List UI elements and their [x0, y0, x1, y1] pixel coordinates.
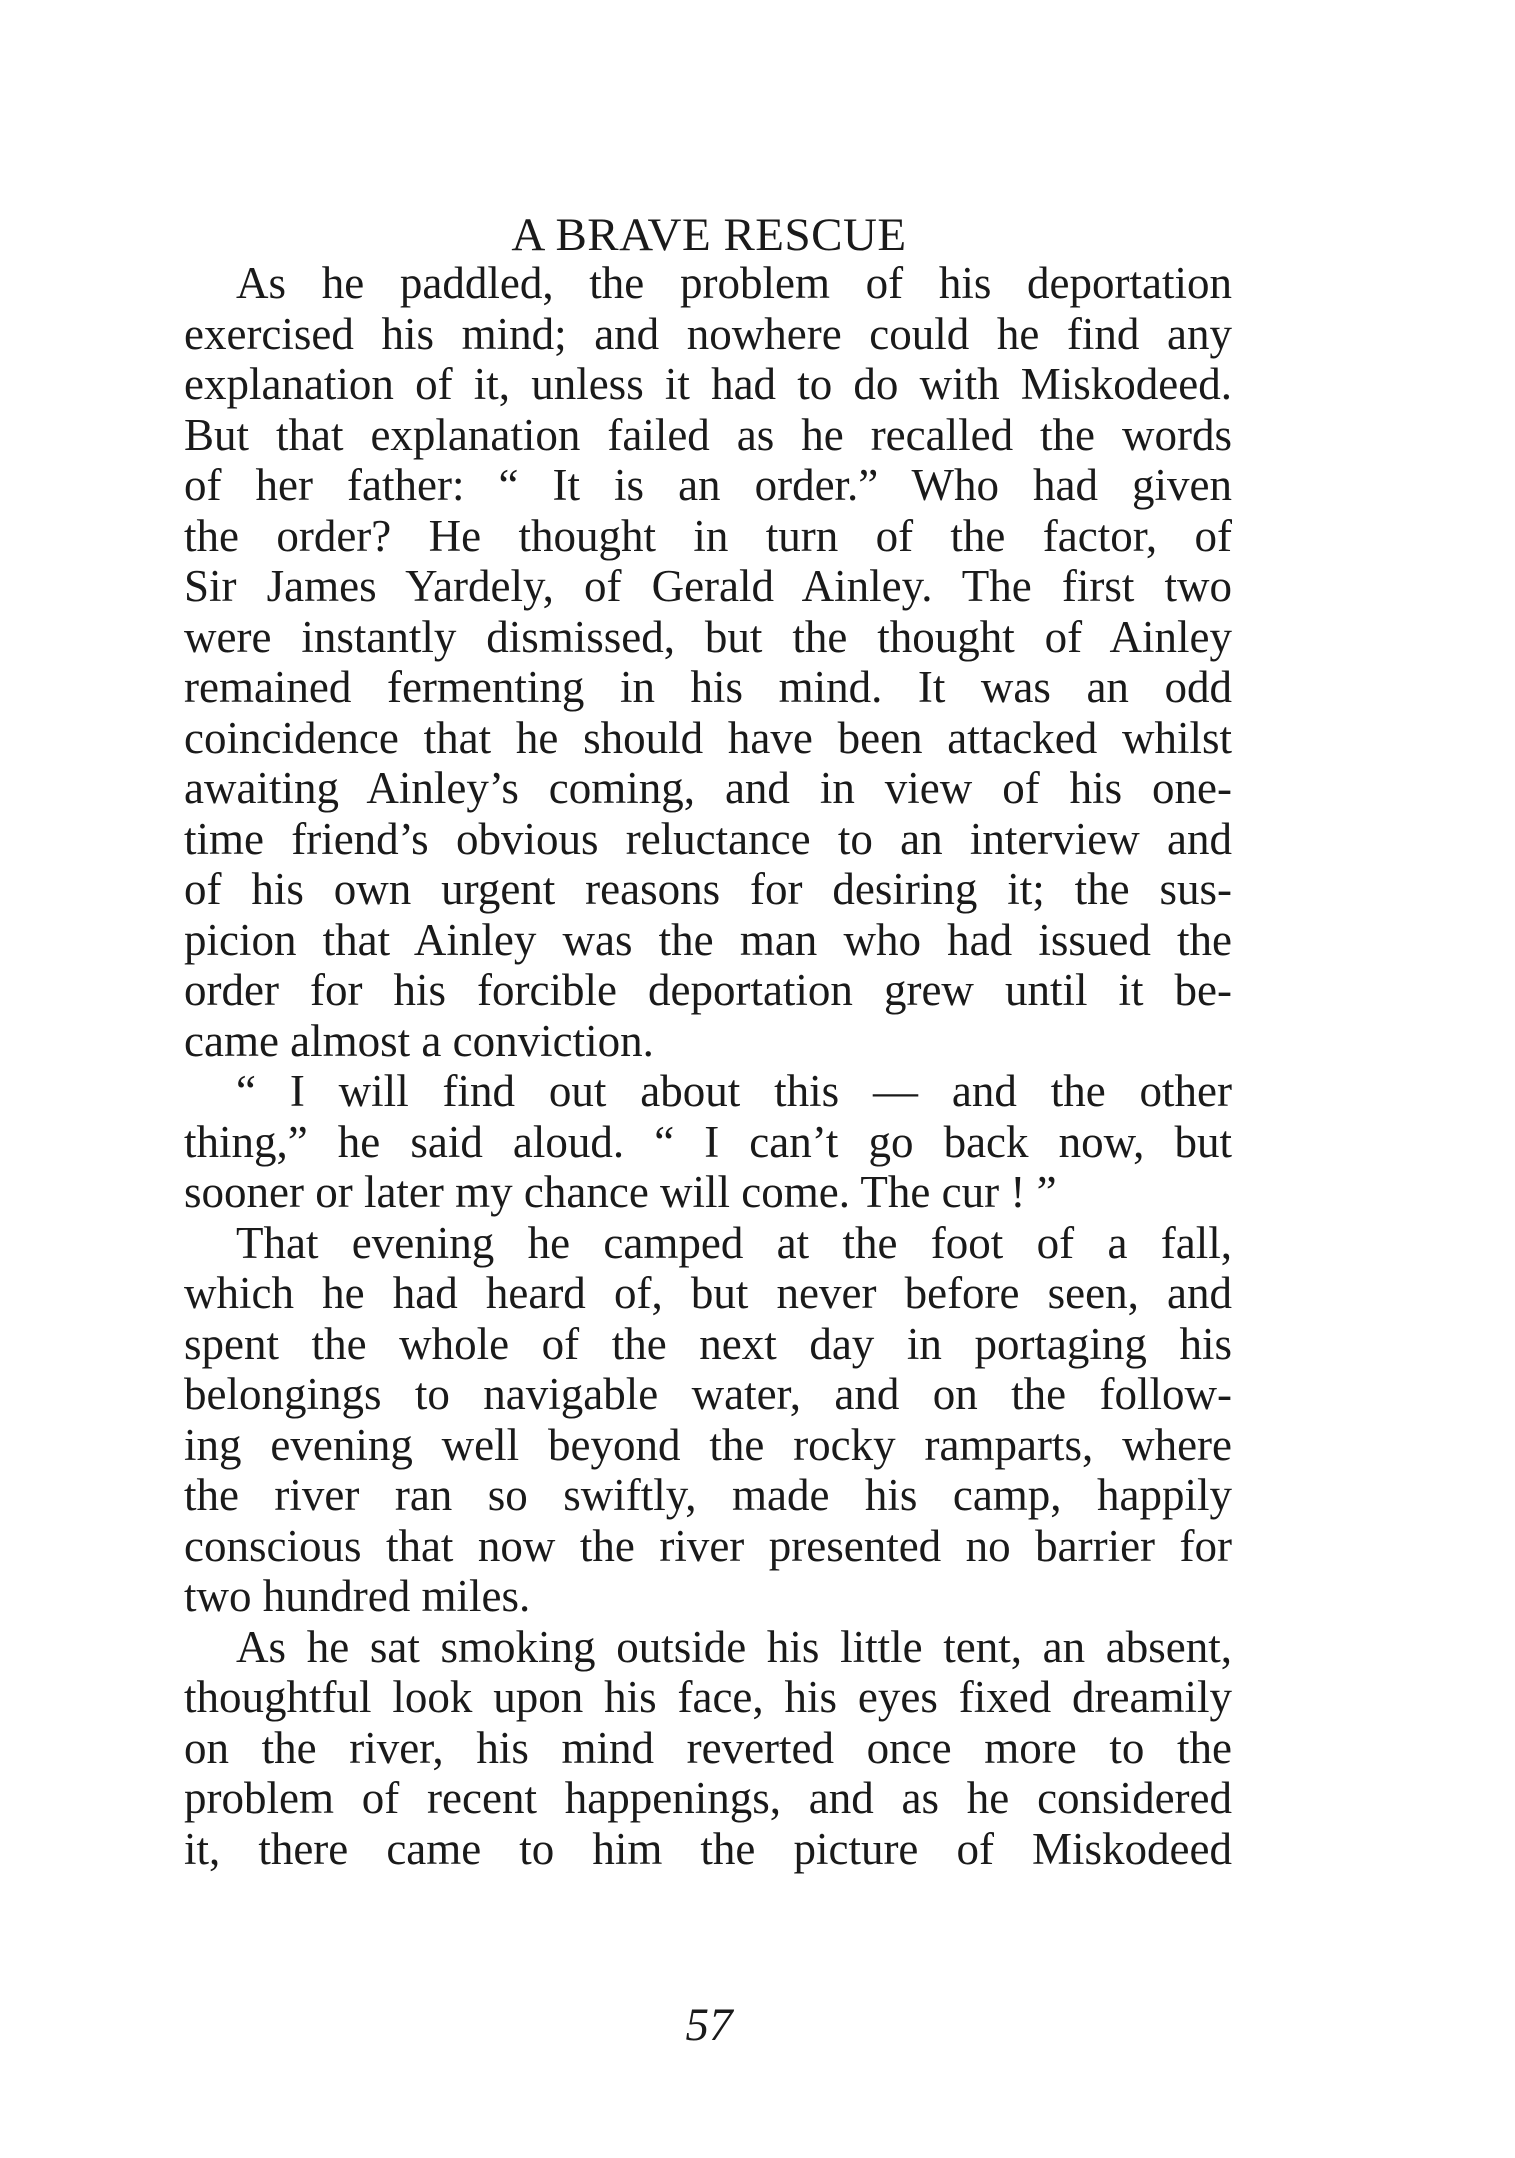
text-line: “ I will find out about this — and the other [236, 1066, 1232, 1116]
text-line: the order? He thought in turn of the factor, of [184, 510, 1232, 561]
text-line: thoughtful look upon his face, his eyes fixed dreamily [184, 1672, 1232, 1722]
text-line: But that explanation failed as he recalled the words [184, 409, 1232, 460]
text-line: remained fermenting in his mind. It was an odd [184, 662, 1232, 712]
running-head: A BRAVE RESCUE [511, 209, 907, 261]
text-line: thing,” he said aloud. “ I can’t go back now, but [184, 1116, 1232, 1167]
text-line: problem of recent happenings, and as he considered [184, 1773, 1232, 1823]
text-line: picion that Ainley was the man who had issued the [184, 914, 1232, 965]
text-line: belongings to navigable water, and on the follow- [184, 1369, 1232, 1419]
text-line: it, there came to him the picture of Miskodeed [184, 1823, 1232, 1874]
body-text [184, 258, 1232, 1874]
text-line: That evening he camped at the foot of a fall, [236, 1217, 1232, 1268]
page-number: 57 [685, 1999, 733, 2051]
text-line: exercised his mind; and nowhere could he find any [184, 308, 1232, 359]
text-line: which he had heard of, but never before seen, and [184, 1268, 1232, 1318]
text-line: coincidence that he should have been attacked whilst [184, 712, 1232, 763]
text-line: explanation of it, unless it had to do with Miskodeed. [184, 359, 1232, 409]
text-line: Sir James Yardely, of Gerald Ainley. The first two [184, 561, 1232, 611]
text-line: sooner or later my chance will come. The cur ! ” [184, 1167, 1057, 1217]
text-line: on the river, his mind reverted once more to the [184, 1722, 1232, 1773]
text-line: of her father: “ It is an order.” Who had given [184, 460, 1232, 510]
text-line: As he paddled, the problem of his deportation [236, 258, 1232, 308]
text-line: conscious that now the river presented no barrier for [184, 1520, 1232, 1571]
text-line: order for his forcible deportation grew until it be- [184, 965, 1232, 1015]
text-line: of his own urgent reasons for desiring it; the sus- [184, 864, 1232, 914]
text-line: time friend’s obvious reluctance to an interview and [184, 813, 1232, 864]
text-line: two hundred miles. [184, 1571, 531, 1621]
text-line: ing evening well beyond the rocky ramparts, where [184, 1419, 1232, 1470]
text-line: awaiting Ainley’s coming, and in view of his one- [184, 763, 1232, 813]
text-line: As he sat smoking outside his little tent, an absent, [236, 1621, 1232, 1672]
text-line: were instantly dismissed, but the thought of Ainley [184, 611, 1232, 662]
text-line: the river ran so swiftly, made his camp, happily [184, 1470, 1232, 1520]
text-line: spent the whole of the next day in portaging his [184, 1318, 1232, 1369]
text-line: came almost a conviction. [184, 1015, 654, 1066]
